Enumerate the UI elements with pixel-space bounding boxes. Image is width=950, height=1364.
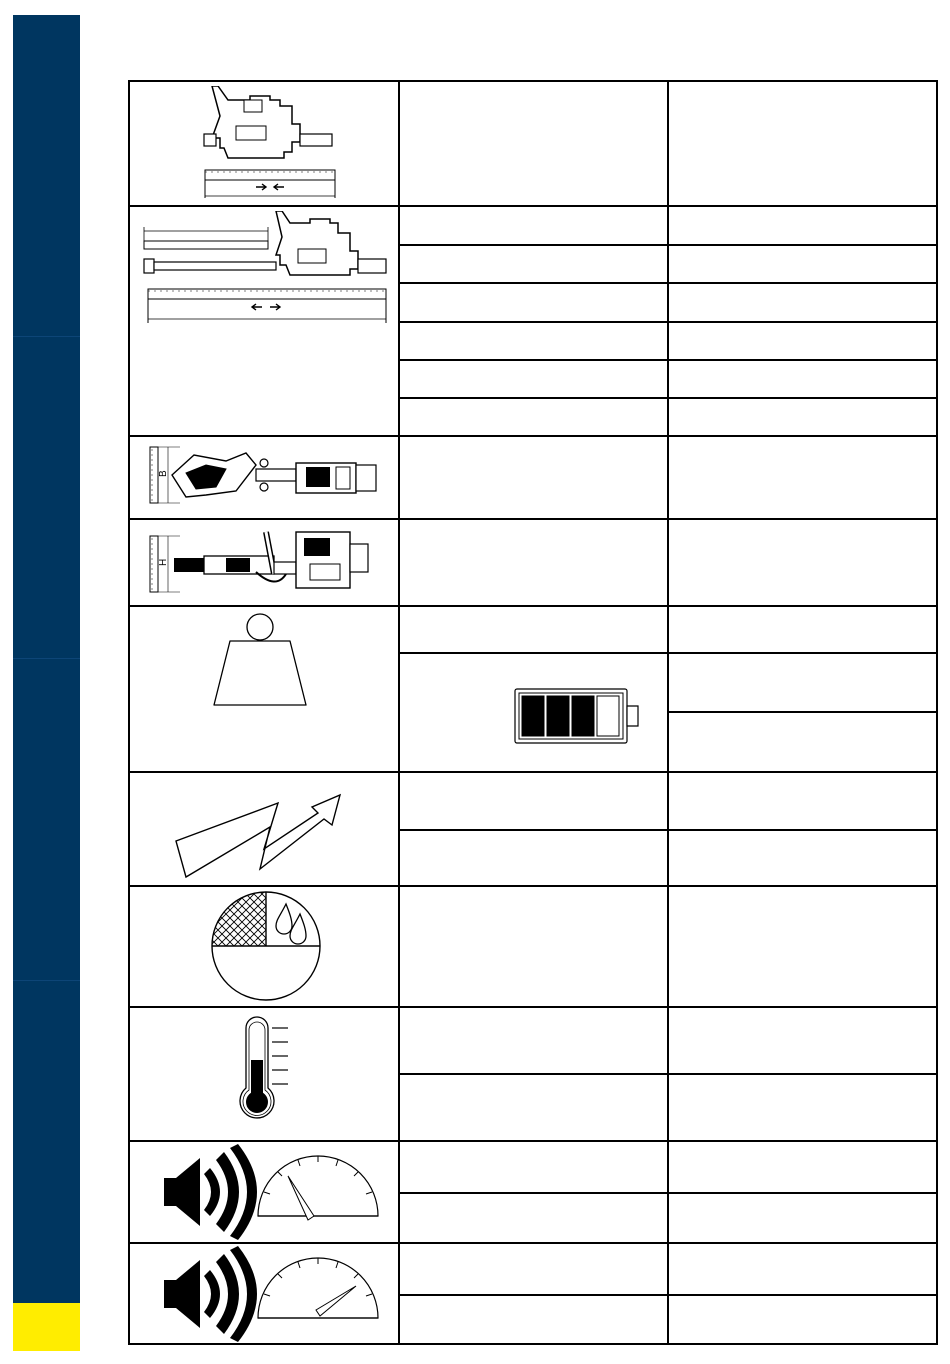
tool-width-icon	[146, 443, 382, 513]
param-label-cell	[398, 205, 667, 244]
weight-icon	[212, 613, 308, 709]
param-value-cell	[667, 711, 938, 771]
sidebar-accent	[13, 1303, 80, 1351]
icon-cell-sound-low	[128, 1242, 398, 1345]
param-label-cell	[398, 1242, 667, 1294]
param-value-cell	[667, 1140, 938, 1192]
battery-cell-filled	[522, 696, 544, 736]
icon-cell-height	[128, 518, 398, 605]
param-label-cell	[398, 1192, 667, 1242]
sidebar-divider	[13, 980, 80, 981]
param-value-cell	[667, 1192, 938, 1242]
param-label-cell	[398, 605, 667, 652]
table-border-bottom	[128, 1343, 938, 1345]
sound-meter-high-icon	[160, 1144, 380, 1240]
param-label-cell	[398, 1073, 667, 1140]
param-label-cell	[398, 435, 667, 518]
param-value-cell	[667, 885, 938, 1006]
spec-table	[128, 80, 938, 1345]
param-label-cell	[398, 518, 667, 605]
tool-closed-length-icon	[200, 86, 340, 201]
param-value-cell	[667, 205, 938, 244]
battery-cell-filled	[547, 696, 569, 736]
battery-icon	[514, 688, 642, 744]
width-scale-label: B	[158, 470, 169, 477]
icon-cell-sound-high	[128, 1140, 398, 1242]
icon-cell-open-length	[128, 205, 398, 435]
param-value-cell	[667, 80, 938, 205]
param-label-cell	[398, 1006, 667, 1073]
param-value-cell	[667, 435, 938, 518]
param-value-cell	[667, 244, 938, 282]
icon-cell-protection	[128, 885, 398, 1006]
tool-height-icon	[146, 528, 382, 598]
param-label-cell	[398, 1140, 667, 1192]
param-label-cell	[398, 244, 667, 282]
param-value-cell	[667, 359, 938, 397]
dust-water-protection-icon	[210, 890, 322, 1002]
param-label-cell	[398, 829, 667, 885]
param-value-cell	[667, 1294, 938, 1345]
table-border-right	[936, 80, 938, 1345]
sidebar-divider	[13, 658, 80, 659]
param-value-cell	[667, 605, 938, 652]
param-label-cell	[398, 282, 667, 321]
thermometer-icon	[234, 1016, 294, 1122]
param-value-cell	[667, 829, 938, 885]
param-label-cell	[398, 885, 667, 1006]
param-value-cell	[667, 1073, 938, 1140]
height-scale-label: H	[158, 558, 169, 566]
icon-cell-weight	[128, 605, 398, 771]
param-label-cell-battery	[398, 652, 667, 771]
param-label-cell	[398, 397, 667, 435]
icon-cell-temperature	[128, 1006, 398, 1140]
tool-open-length-icon	[140, 211, 390, 326]
icon-cell-closed-length	[128, 80, 398, 205]
param-value-cell	[667, 321, 938, 359]
param-value-cell	[667, 1242, 938, 1294]
icon-cell-power	[128, 771, 398, 885]
param-label-cell	[398, 1294, 667, 1345]
battery-cell-filled	[572, 696, 594, 736]
param-value-cell	[667, 518, 938, 605]
param-label-cell	[398, 359, 667, 397]
param-value-cell	[667, 282, 938, 321]
param-value-cell	[667, 771, 938, 829]
battery-cell-empty	[597, 696, 619, 736]
sidebar-band	[13, 15, 80, 1351]
param-value-cell	[667, 652, 938, 711]
param-label-cell	[398, 771, 667, 829]
icon-cell-width	[128, 435, 398, 518]
param-label-cell	[398, 80, 667, 205]
power-arrow-icon	[170, 777, 346, 883]
sidebar-divider	[13, 336, 80, 337]
param-label-cell	[398, 321, 667, 359]
param-value-cell	[667, 397, 938, 435]
sound-meter-low-icon	[160, 1246, 380, 1342]
param-value-cell	[667, 1006, 938, 1073]
